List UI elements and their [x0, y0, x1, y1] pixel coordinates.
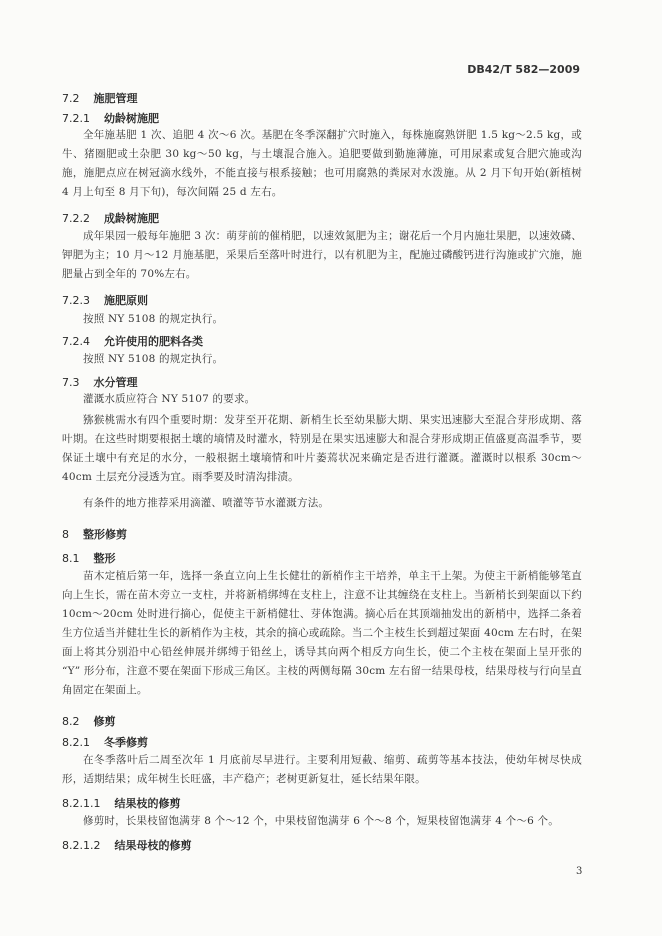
- page-number: 3: [576, 866, 583, 877]
- heading-7-2-1: 7.2.1 幼龄树施肥: [62, 112, 159, 125]
- standard-code: DB42/T 582—2009: [467, 63, 580, 76]
- paragraph-8-2-1-1: 修剪时，长果枝留饱满芽 8 个～12 个，中果枝留饱满芽 6 个～8 个，短果枝留饱满芽 4 个～6 个。: [83, 815, 559, 827]
- paragraph-7-3-a: 灌溉水质应符合 NY 5107 的要求。: [83, 393, 256, 405]
- paragraph-7-3-c: 有条件的地方推荐采用滴灌、喷灌等节水灌溉方法。: [83, 497, 330, 509]
- paragraph-7-2-1: 全年施基肥 1 次、追肥 4 次～6 次。基肥在冬季深翻扩穴时施入，每株施腐熟饼肥 1.5 kg～2.5 kg，或牛、猪圈肥或土杂肥 30 kg～50 kg，与土壤混合施入。追肥要做到勤施薄施，可用尿素或复合肥穴施或沟施，施肥点应在树冠滴水线外，不能直接与根系接触；也可用腐熟的粪尿对水泼施。从 2 月下旬开始(新植树 4 月上旬至 8 月下旬)，每次间隔 25 d 左右。: [62, 129, 582, 198]
- paragraph-7-2-4: 按照 NY 5108 的规定执行。: [83, 353, 224, 365]
- paragraph-7-3-b: 猕猴桃需水有四个重要时期：发芽至开花期、新梢生长至幼果膨大期、果实迅速膨大至混合芽形成期、落叶期。在这些时期要根据土壤的墒情及时灌水，特别是在果实迅速膨大和混合芽形成期正值盛夏高温季节，要保证土壤中有充足的水分，一般根据土壤墒情和叶片萎蔫状况来确定是否进行灌溉。灌溉时以根系 30cm～40cm 土层充分浸透为宜。雨季要及时清沟排渍。: [62, 414, 582, 483]
- heading-8-2-1: 8.2.1 冬季修剪: [62, 736, 148, 749]
- heading-7-2: 7.2 施肥管理: [62, 92, 138, 105]
- heading-7-3: 7.3 水分管理: [62, 376, 138, 389]
- heading-7-2-4: 7.2.4 允许使用的肥料各类: [62, 335, 203, 348]
- heading-8: 8 整形修剪: [62, 528, 127, 541]
- paragraph-7-2-2: 成年果园一般每年施肥 3 次：萌芽前的催梢肥，以速效氮肥为主；谢花后一个月内施壮果肥，以速效磷、钾肥为主；10 月～12 月施基肥，采果后至落叶时进行，以有机肥为主，配施过磷酸钙进行沟施或扩穴施，施肥量占到全年的 70%左右。: [62, 230, 582, 280]
- heading-8-2-1-1: 8.2.1.1 结果枝的修剪: [62, 797, 181, 810]
- heading-8-2-1-2: 8.2.1.2 结果母枝的修剪: [62, 839, 192, 852]
- paragraph-8-2-1: 在冬季落叶后二周至次年 1 月底前尽早进行。主要利用短截、缩剪、疏剪等基本技法，使幼年树尽快成形，适期结果；成年树生长旺盛，丰产稳产；老树更新复壮，延长结果年限。: [62, 754, 582, 785]
- paragraph-7-2-3: 按照 NY 5108 的规定执行。: [83, 313, 224, 325]
- heading-8-1: 8.1 整形: [62, 552, 116, 565]
- paragraph-8-1: 苗木定植后第一年，选择一条直立向上生长健壮的新梢作主干培养，单主干上架。为使主干新梢能够笔直向上生长，需在苗木旁立一支柱，并将新梢绑缚在支柱上，注意不让其缠绕在支柱上。当新梢长到架面以下约 10cm～20cm 处时进行摘心，促使主干新梢健壮、芽体饱满。摘心后在其顶端抽发出的新梢中，选择二条着生方位适当并健壮生长的新梢作为主枝，其余的摘心或疏除。当二个主枝生长到超过架面 40cm 左右时，在架面上将其分别沿中心铅丝伸展并绑缚于铅丝上，诱导其向两个相反方向生长，使二个主枝在架面上呈开张的 “Y” 形分布，注意不要在架面下形成三角区。主枝的两侧每隔 30cm 左右留一结果母枝，结果母枝与行向呈直角固定在架面上。: [62, 570, 582, 696]
- heading-7-2-3: 7.2.3 施肥原则: [62, 294, 148, 307]
- heading-8-2: 8.2 修剪: [62, 715, 116, 728]
- heading-7-2-2: 7.2.2 成龄树施肥: [62, 212, 159, 225]
